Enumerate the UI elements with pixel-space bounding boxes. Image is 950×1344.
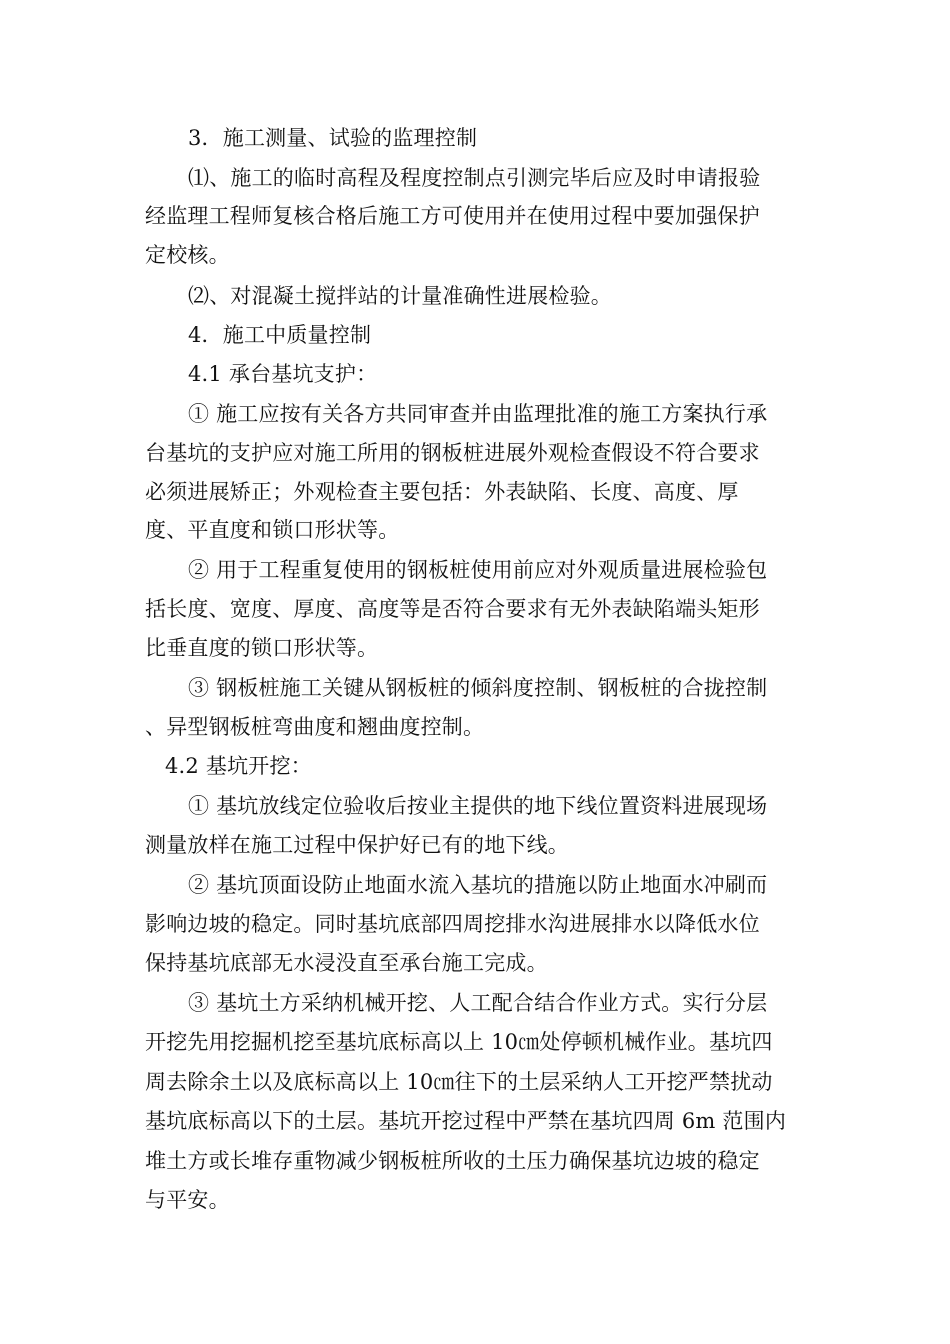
paragraph-line: ① 施工应按有关各方共同审查并由监理批准的施工方案执行承 bbox=[188, 402, 768, 426]
section-heading-4: 4．施工中质量控制 bbox=[188, 323, 372, 347]
subsection-heading-4-2: 4.2 基坑开挖： bbox=[165, 754, 312, 778]
paragraph-line: ② 基坑顶面设防止地面水流入基坑的措施以防止地面水冲刷而 bbox=[188, 873, 768, 897]
paragraph-line: ⑴、施工的临时高程及程度控制点引测完毕后应及时申请报验 bbox=[188, 166, 761, 190]
subsection-heading-4-1: 4.1 承台基坑支护： bbox=[188, 362, 378, 386]
paragraph-line: 与平安。 bbox=[145, 1188, 230, 1212]
paragraph-line: 测量放样在施工过程中保护好已有的地下线。 bbox=[145, 833, 569, 857]
paragraph-line: ⑵、对混凝土搅拌站的计量准确性进展检验。 bbox=[188, 284, 612, 308]
paragraph-line: ③ 钢板桩施工关键从钢板桩的倾斜度控制、钢板桩的合拢控制 bbox=[188, 676, 768, 700]
paragraph-line: 影响边坡的稳定。同时基坑底部四周挖排水沟进展排水以降低水位 bbox=[145, 912, 760, 936]
paragraph-line: ③ 基坑土方采纳机械开挖、人工配合结合作业方式。实行分层 bbox=[188, 991, 768, 1015]
paragraph-line: 开挖先用挖掘机挖至基坑底标高以上 10㎝处停顿机械作业。基坑四 bbox=[145, 1030, 773, 1054]
paragraph-line: 台基坑的支护应对施工所用的钢板桩进展外观检查假设不符合要求 bbox=[145, 441, 760, 465]
paragraph-line: 经监理工程师复核合格后施工方可使用并在使用过程中要加强保护 bbox=[145, 204, 760, 228]
paragraph-line: 堆土方或长堆存重物减少钢板桩所收的土压力确保基坑边坡的稳定 bbox=[145, 1149, 760, 1173]
paragraph-line: 比垂直度的锁口形状等。 bbox=[145, 636, 379, 660]
paragraph-line: ② 用于工程重复使用的钢板桩使用前应对外观质量进展检验包 bbox=[188, 558, 768, 582]
paragraph-line: 括长度、宽度、厚度、高度等是否符合要求有无外表缺陷端头矩形 bbox=[145, 597, 760, 621]
paragraph-line: 周去除余土以及底标高以上 10㎝往下的土层采纳人工开挖严禁扰动 bbox=[145, 1070, 773, 1094]
paragraph-line: 基坑底标高以下的土层。基坑开挖过程中严禁在基坑四周 6m 范围内 bbox=[145, 1109, 787, 1133]
paragraph-line: 保持基坑底部无水浸没直至承台施工完成。 bbox=[145, 951, 548, 975]
section-heading-3: 3．施工测量、试验的监理控制 bbox=[188, 126, 478, 150]
paragraph-line: ① 基坑放线定位验收后按业主提供的地下线位置资料进展现场 bbox=[188, 794, 768, 818]
paragraph-line: 度、平直度和锁口形状等。 bbox=[145, 518, 400, 542]
paragraph-line: 、异型钢板桩弯曲度和翘曲度控制。 bbox=[145, 715, 485, 739]
paragraph-line: 必须进展矫正；外观检查主要包括：外表缺陷、长度、高度、厚 bbox=[145, 480, 739, 504]
paragraph-line: 定校核。 bbox=[145, 243, 230, 267]
